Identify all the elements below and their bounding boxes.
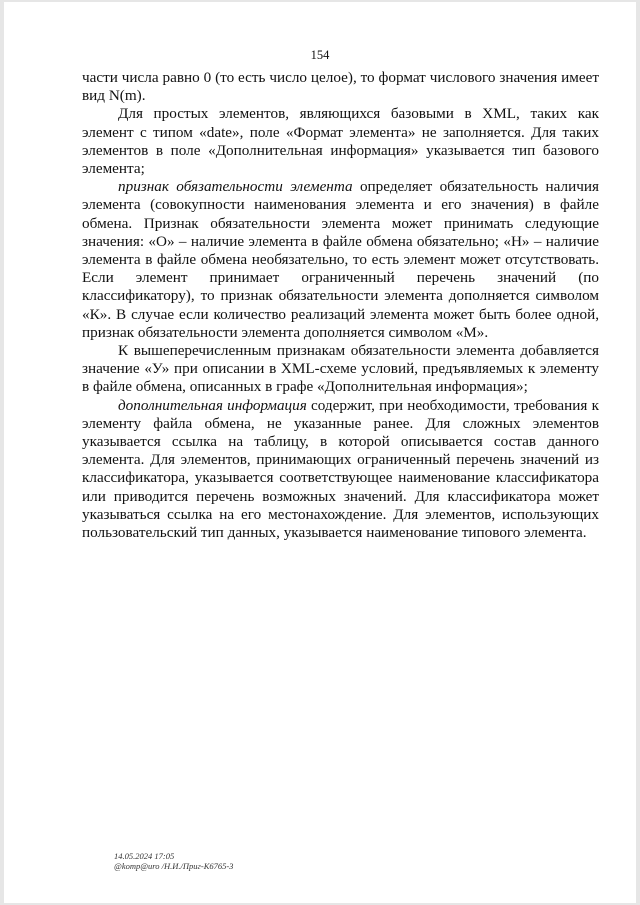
paragraph-text: части числа равно 0 (то есть число целое), то формат числового значения имеет вид N(m).: [82, 69, 599, 105]
paragraph-text: содержит, при необходимости, требования к элементу файла обмена, не указанные ранее. Для сложных элементов указывается ссылка на таблицу, в которой описывается состав данного элемента. Для элементов, принимающих ограниченный перечень значений из классификатора, указывается соответствующее наименование классификатора или приводится перечень возможных значений. Для классификатора может указываться ссылка на его местонахождение. Для элементов, использующих пользовательский тип данных, указывается наименование типового элемента.: [82, 396, 599, 542]
body-text: [82, 69, 599, 542]
stamp-date: 14.05.2024 17:05: [114, 851, 175, 861]
paragraph-text: К вышеперечисленным признакам обязательности элемента добавляется значение «У» при описании в XML-схеме условий, предъявляемых к элементу в файле обмена, описанных в графе «Дополнительная информация»;: [82, 342, 599, 396]
paragraph-5: [82, 397, 599, 543]
paragraph-3: [82, 178, 599, 342]
document-page: [4, 2, 636, 903]
definition-term: признак обязательности элемента: [118, 178, 353, 196]
definition-term: дополнительная информация: [118, 396, 307, 414]
stamp-ref: @komp@uro /Н.И./Приг-К6765-3: [114, 861, 234, 871]
paragraph-text: Для простых элементов, являющихся базовыми в XML, таких как элемент с типом «date», поле «Формат элемента» не заполняется. Для таких элементов в поле «Дополнительная информация» указывается тип базового элемента;: [82, 105, 599, 178]
paragraph-1: [82, 69, 599, 105]
paragraph-2: [82, 105, 599, 178]
paragraph-text: определяет обязательность наличия элемента (совокупности наименования элемента и его значения) в файле обмена. Признак обязательности элемента может принимать следующие значения: «О» – наличие элемента в файле обмена обязательно; «Н» – наличие элемента в файле обмена необязательно, то есть элемент может отсутствовать. Если элемент принимает ограниченный перечень значений (по классификатору), то признак обязательности элемента дополняется символом «К». В случае если количество реализаций элемента может быть более одной, признак обязательности элемента дополняется символом «М».: [82, 178, 599, 341]
page-number: 154: [310, 48, 330, 62]
document-stamp: [114, 851, 233, 871]
paragraph-4: [82, 342, 599, 397]
